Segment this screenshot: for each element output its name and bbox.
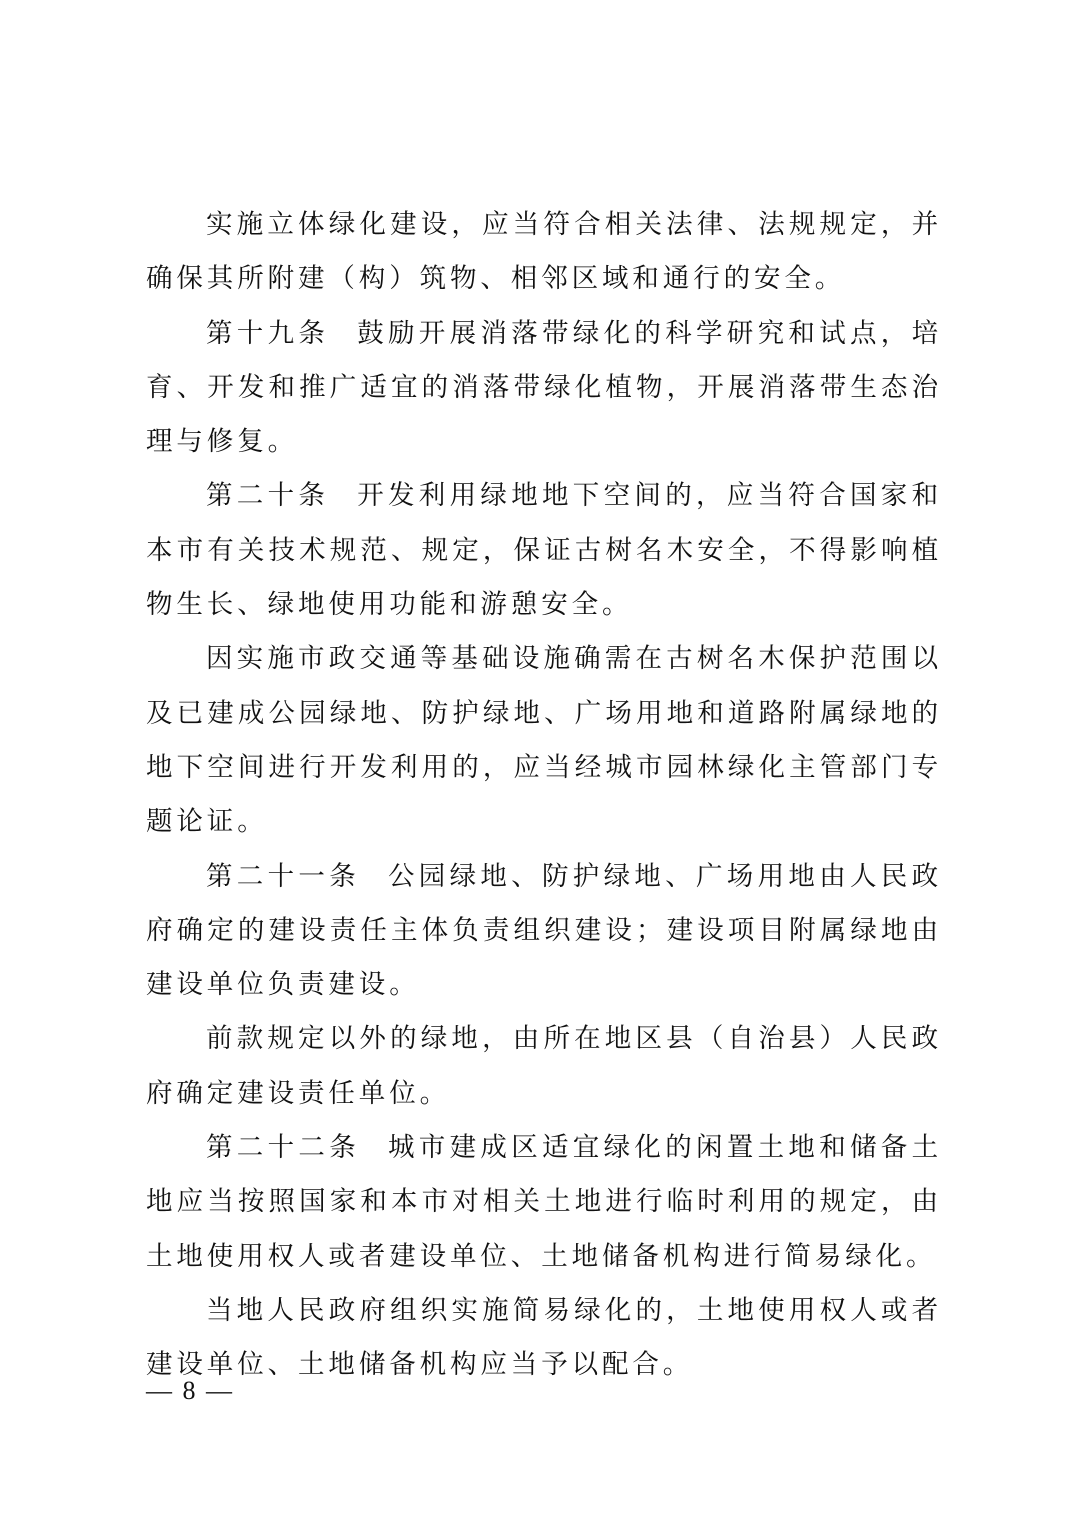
paragraph-text: 因实施市政交通等基础设施确需在古树名木保护范围以及已建成公园绿地、防护绿地、广场用地和道路附属绿地的地下空间进行开发利用的，应当经城市园林绿化主管部门专题论证。 (146, 643, 942, 838)
paragraph-text: 鼓励开展消落带绿化的科学研究和试点，培育、开发和推广适宜的消落带绿化植物，开展消落带生态治理与修复。 (146, 317, 942, 458)
article-number: 第二十二条 (206, 1132, 360, 1164)
paragraph (146, 1012, 942, 1121)
paragraph-text: 实施立体绿化建设，应当符合相关法律、法规规定，并确保其所附建（构）筑物、相邻区域和通行的安全。 (146, 209, 942, 295)
paragraph-text: 当地人民政府组织实施简易绿化的，土地使用权人或者建设单位、土地储备机构应当予以配合。 (146, 1294, 942, 1381)
paragraph (146, 632, 942, 849)
paragraph-text: 前款规定以外的绿地，由所在地区县（自治县）人民政府确定建设责任单位。 (146, 1023, 942, 1109)
article-paragraph (146, 1121, 942, 1284)
paragraph-text: 公园绿地、防护绿地、广场用地由人民政府确定的建设责任主体负责组织建设；建设项目附属绿地由建设单位负责建设。 (146, 860, 942, 1001)
article-paragraph (146, 307, 942, 470)
article-number: 第二十一条 (206, 860, 360, 892)
document-body (146, 198, 942, 1393)
paragraph (146, 198, 942, 307)
article-paragraph (146, 850, 942, 1013)
article-number: 第二十条 (206, 480, 330, 512)
paragraph (146, 1284, 942, 1393)
article-paragraph (146, 469, 942, 632)
page-number: — 8 — (146, 1376, 234, 1405)
paragraph-text: 开发利用绿地地下空间的，应当符合国家和本市有关技术规范、规定，保证古树名木安全，不得影响植物生长、绿地使用功能和游憩安全。 (146, 480, 942, 621)
article-number: 第十九条 (206, 317, 330, 349)
paragraph-text: 城市建成区适宜绿化的闲置土地和储备土地应当按照国家和本市对相关土地进行临时利用的规定，由土地使用权人或者建设单位、土地储备机构进行简易绿化。 (146, 1132, 942, 1272)
